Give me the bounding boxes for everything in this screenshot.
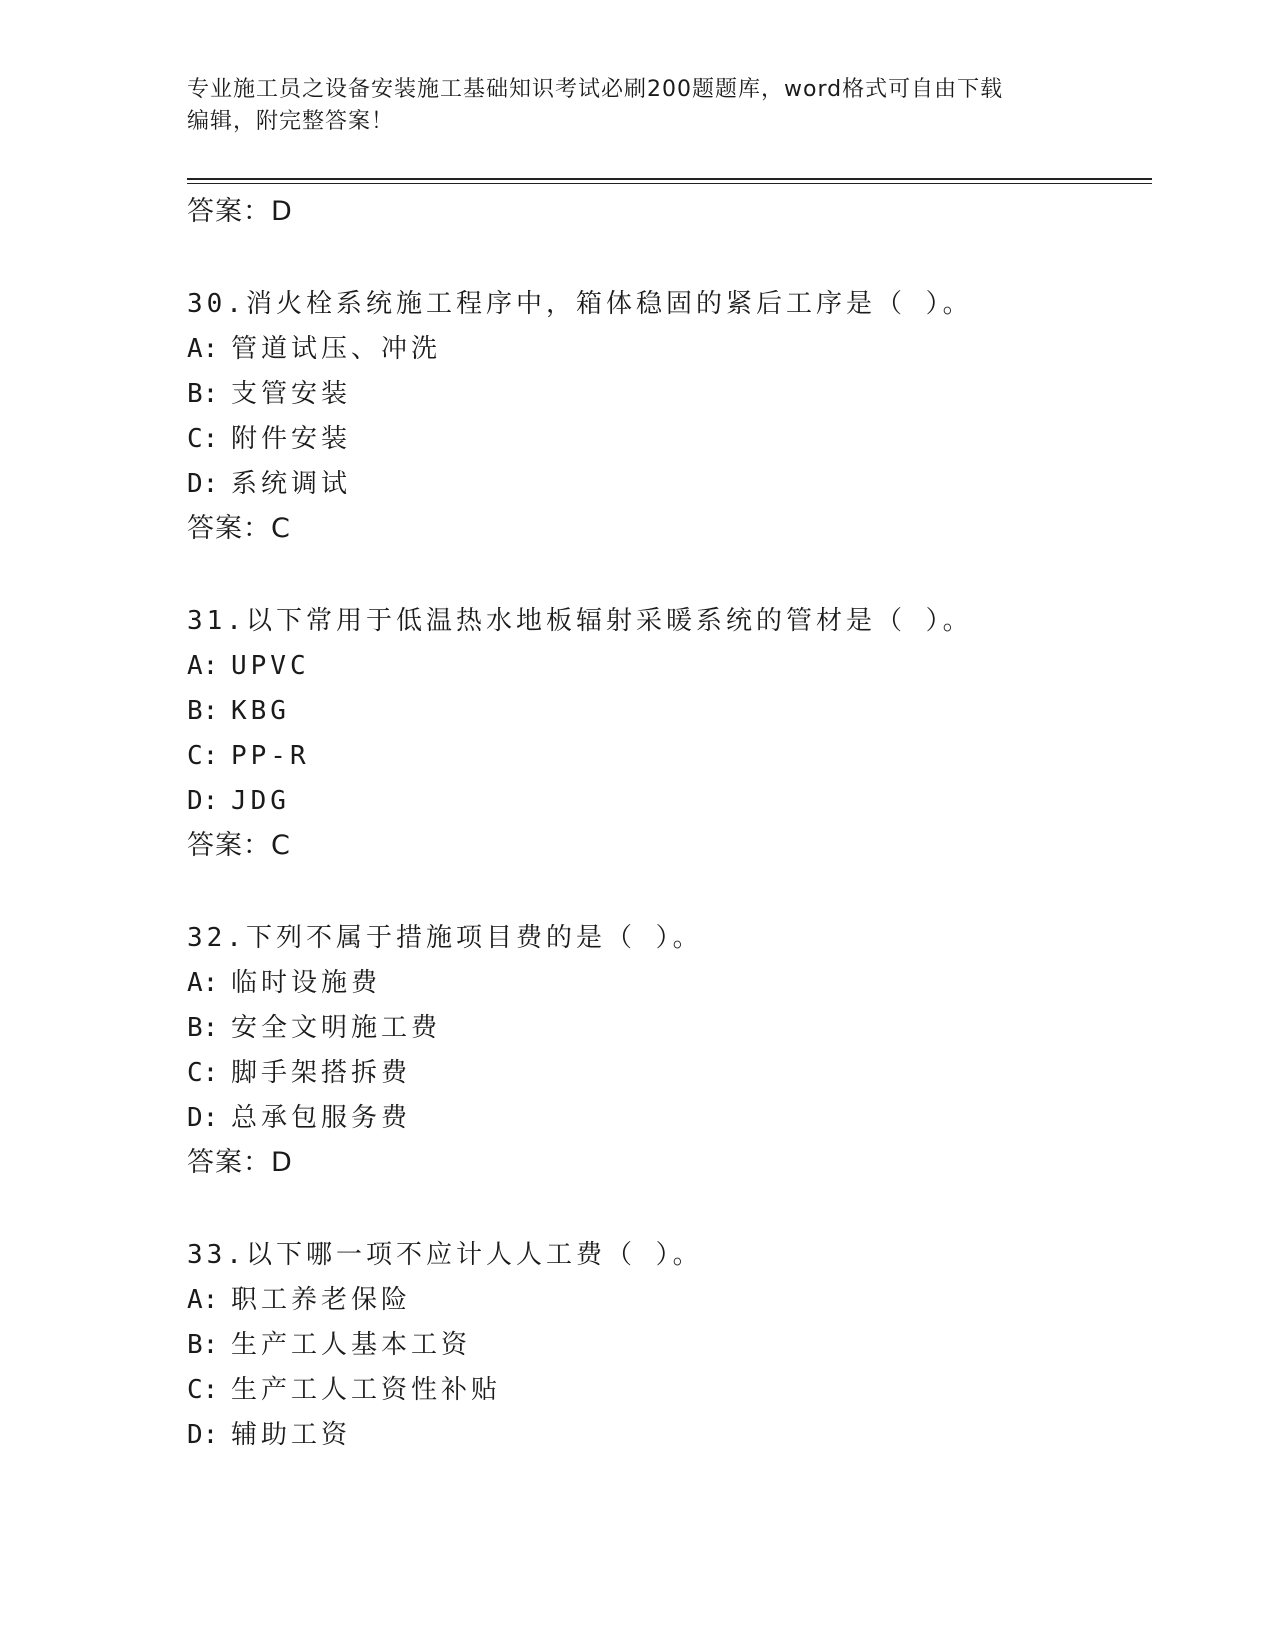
header-rule-thin bbox=[187, 183, 1152, 184]
question-text: 31.以下常用于低温热水地板辐射采暖系统的管材是（ ）。 bbox=[187, 606, 973, 636]
option-text: 系统调试 bbox=[231, 469, 352, 499]
option-a bbox=[187, 961, 1147, 1006]
header-line-2: 编辑，附完整答案！ bbox=[187, 109, 395, 134]
option-c bbox=[187, 1051, 1147, 1096]
option-key: A: bbox=[187, 334, 219, 364]
option-text: 生产工人基本工资 bbox=[231, 1330, 472, 1360]
option-text: UPVC bbox=[231, 651, 310, 681]
option-key: B: bbox=[187, 1330, 219, 1360]
option-text: 脚手架搭拆费 bbox=[231, 1058, 412, 1088]
option-key: D: bbox=[187, 786, 219, 816]
option-key: D: bbox=[187, 1420, 219, 1450]
question-list bbox=[187, 190, 1147, 1458]
option-d bbox=[187, 462, 1147, 507]
option-c bbox=[187, 417, 1147, 462]
option-key: B: bbox=[187, 379, 219, 409]
answer-line: 答案：D bbox=[187, 196, 293, 227]
option-b bbox=[187, 689, 1147, 734]
option-b bbox=[187, 1006, 1147, 1051]
header-rule-thick bbox=[187, 178, 1152, 180]
question-block-30 bbox=[187, 282, 1147, 551]
option-key: D: bbox=[187, 469, 219, 499]
option-key: C: bbox=[187, 1375, 219, 1405]
option-key: C: bbox=[187, 741, 219, 771]
option-text: 辅助工资 bbox=[231, 1420, 352, 1450]
option-key: A: bbox=[187, 651, 219, 681]
question-text: 30.消火栓系统施工程序中，箱体稳固的紧后工序是（ ）。 bbox=[187, 289, 973, 319]
option-text: 支管安装 bbox=[231, 379, 352, 409]
question-block-32 bbox=[187, 916, 1147, 1185]
option-text: 安全文明施工费 bbox=[231, 1013, 442, 1043]
option-key: A: bbox=[187, 1285, 219, 1315]
option-b bbox=[187, 1323, 1147, 1368]
option-text: 生产工人工资性补贴 bbox=[231, 1375, 502, 1405]
option-d bbox=[187, 779, 1147, 824]
option-text: JDG bbox=[231, 786, 290, 816]
option-key: C: bbox=[187, 424, 219, 454]
option-text: 职工养老保险 bbox=[231, 1285, 412, 1315]
question-block-31 bbox=[187, 599, 1147, 868]
option-d bbox=[187, 1413, 1147, 1458]
option-text: 临时设施费 bbox=[231, 968, 382, 998]
option-key: B: bbox=[187, 696, 219, 726]
question-block-33 bbox=[187, 1233, 1147, 1458]
option-key: D: bbox=[187, 1103, 219, 1133]
option-key: A: bbox=[187, 968, 219, 998]
option-a bbox=[187, 1278, 1147, 1323]
option-text: 管道试压、冲洗 bbox=[231, 334, 442, 364]
option-a bbox=[187, 644, 1147, 689]
answer-line: 答案：C bbox=[187, 513, 291, 544]
option-d bbox=[187, 1096, 1147, 1141]
option-b bbox=[187, 372, 1147, 417]
question-text: 33.以下哪一项不应计人人工费（ ）。 bbox=[187, 1240, 703, 1270]
option-key: C: bbox=[187, 1058, 219, 1088]
option-text: KBG bbox=[231, 696, 290, 726]
header-line-1: 专业施工员之设备安装施工基础知识考试必刷200题题库，word格式可自由下载 bbox=[187, 77, 1004, 102]
option-c bbox=[187, 734, 1147, 779]
option-text: 附件安装 bbox=[231, 424, 352, 454]
answer-line: 答案：C bbox=[187, 830, 291, 861]
option-c bbox=[187, 1368, 1147, 1413]
answer-line: 答案：D bbox=[187, 1147, 293, 1178]
question-text: 32.下列不属于措施项目费的是（ ）。 bbox=[187, 923, 703, 953]
option-key: B: bbox=[187, 1013, 219, 1043]
document-header bbox=[187, 74, 1087, 138]
option-a bbox=[187, 327, 1147, 372]
option-text: PP-R bbox=[231, 741, 310, 771]
option-text: 总承包服务费 bbox=[231, 1103, 412, 1133]
